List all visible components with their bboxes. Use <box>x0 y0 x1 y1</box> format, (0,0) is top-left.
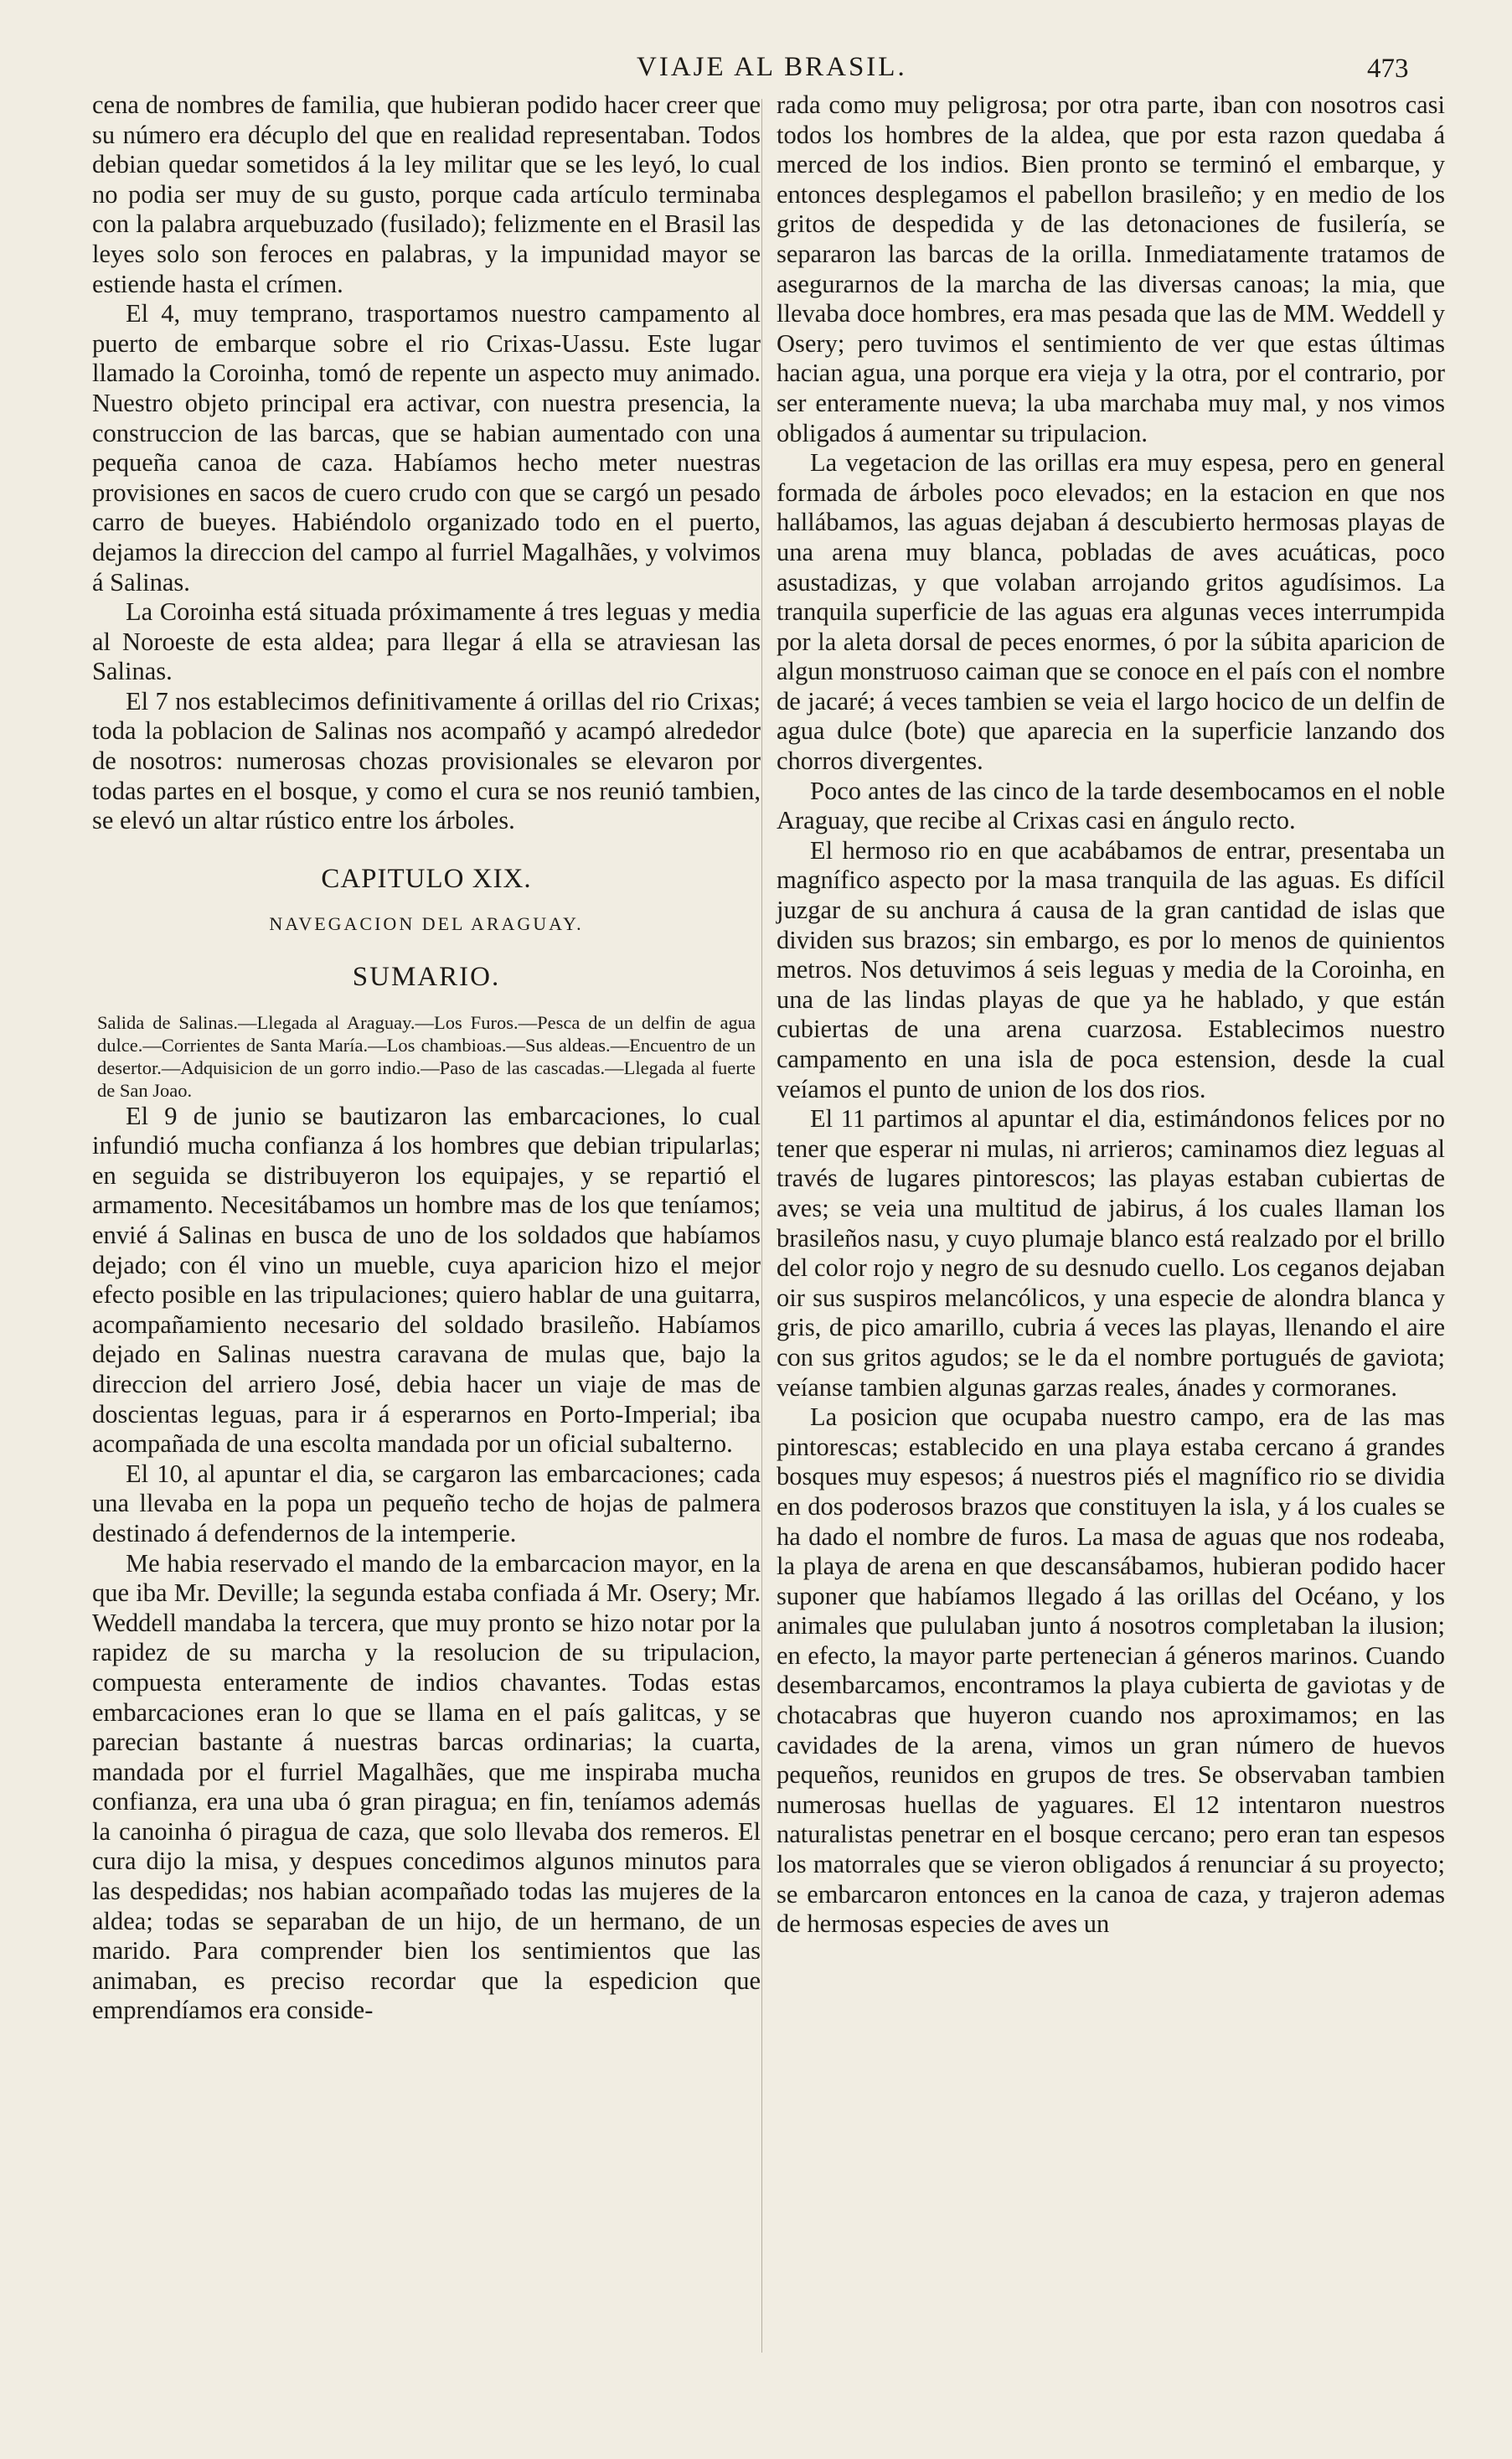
paragraph: cena de nombres de familia, que hubieran podido hacer creer que su número era décuplo del que en realidad representaban. Todos debian quedar sometidos á la ley militar que se les leyó, lo cual no podia ser muy de su gusto, porque cada artículo terminaba con la palabra arquebuzado (fusilado); felizmente en el Brasil las leyes solo son feroces en palabras, y la impunidad mayor se estiende hasta el crímen. <box>92 90 761 298</box>
paragraph: rada como muy peligrosa; por otra parte, iban con nosotros casi todos los hombres de la aldea, que por esta razon quedaba á merced de los indios. Bien pronto se terminó el embarque, y entonces desplegamos el pabellon brasileño; y en medio de los gritos de despedida y de las detonaciones de fusilería, se separaron las barcas de la orilla. Inmediatamente tratamos de asegurarnos de la marcha de las diversas canoas; la mia, que llevaba doce hombres, era mas pesada que las de MM. Weddell y Osery; pero tuvimos el sentimiento de ver que estas últimas hacian agua, una porque era vieja y la otra, por el contrario, por ser enteramente nueva; la uba marchaba muy mal, y nos vimos obligados á aumentar su tripulacion. <box>777 90 1445 447</box>
chapter-heading <box>92 865 761 993</box>
paragraph: El 9 de junio se bautizaron las embarcaciones, lo cual infundió mucha confianza á los hombres que debian tripularlas; en seguida se distribuyeron los equipajes, y se repartió el armamento. Necesitábamos un hombre mas de los que teníamos; envié á Salinas en busca de uno de los soldados que habíamos dejado; con él vino un mueble, cuya aparicion hizo el mejor efecto posible en las tripulaciones; quiero hablar de una guitarra, acompañamiento necesario del soldado brasileño. Habíamos dejado en Salinas nuestra caravana de mulas que, bajo la direccion del arriero José, debia hacer un viaje de mas de doscientas leguas, para ir á esperarnos en Porto-Imperial; iba acompañada de una escolta mandada por un oficial subalterno. <box>92 1101 761 1459</box>
paragraph: El 7 nos establecimos definitivamente á orillas del rio Crixas; toda la poblacion de Salinas nos acompañó y acampó alrededor de nosotros: numerosas chozas provisionales se elevaron por todas partes en el bosque, y como el cura se nos reunió tambien, se elevó un altar rústico entre los árboles. <box>92 686 761 835</box>
paragraph: El 4, muy temprano, trasportamos nuestro campamento al puerto de embarque sobre el rio Crixas-Uassu. Este lugar llamado la Coroinha, tomó de repente un aspecto muy animado. Nuestro objeto principal era activar, con nuestra presencia, la construccion de las barcas, que se habian aumentado con una pequeña canoa de caza. Habíamos hecho meter nuestras provisiones en sacos de cuero crudo con que se cargó un pesado carro de bueyes. Habiéndolo organizado todo en el puerto, dejamos la direccion del campo al furriel Magalhães, y volvimos á Salinas. <box>92 299 761 597</box>
paragraph: La vegetacion de las orillas era muy espesa, pero en general formada de árboles poco elevados; en la estacion en que nos hallábamos, las aguas dejaban á descubierto hermosas playas de una arena muy blanca, pobladas de aves acuáticas, poco asustadizas, y que volaban arrojando gritos agudísimos. La tranquila superficie de las aguas era algunas veces interrumpida por la aleta dorsal de peces enormes, ó por la súbita aparicion de algun monstruoso caiman que se conoce en el país con el nombre de jacaré; á veces tambien se veia el largo hocico de un delfin de agua dulce (bote) que aparecia en la superficie lanzando dos chorros divergentes. <box>777 448 1445 776</box>
running-head <box>0 52 1512 89</box>
running-title: VIAJE AL BRASIL. <box>637 52 907 82</box>
chapter-summary: Salida de Salinas.—Llegada al Araguay.—Los Furos.—Pesca de un delfin de agua dulce.—Corrientes de Santa María.—Los chambioas.—Sus aldeas.—Encuentro de un desertor.—Adquisicion de un gorro indio.—Paso de las cascadas.—Llegada al fuerte de San Joao. <box>97 1011 756 1101</box>
right-column <box>777 90 1445 1940</box>
summary-title: SUMARIO. <box>352 962 501 993</box>
paragraph: El 10, al apuntar el dia, se cargaron las embarcaciones; cada una llevaba en la popa un pequeño techo de hojas de palmera destinado á defendernos de la intemperie. <box>92 1459 761 1547</box>
paragraph: El hermoso rio en que acabábamos de entrar, presentaba un magnífico aspecto por la masa tranquila de las aguas. Es difícil juzgar de su anchura á causa de la gran cantidad de islas que dividen sus brazos; sin embargo, es por lo menos de quinientos metros. Nos detuvimos á seis leguas y media de la Coroinha, en una de las lindas playas de que ya he hablado, y que están cubiertas de una arena cuarzosa. Establecimos nuestro campamento en una isla de poca estension, desde la cual veíamos el punto de union de los dos rios. <box>777 835 1445 1103</box>
paragraph: Me habia reservado el mando de la embarcacion mayor, en la que iba Mr. Deville; la segunda estaba confiada á Mr. Osery; Mr. Weddell mandaba la tercera, que muy pronto se hizo notar por la rapidez de su marcha y la resolucion de su tripulacion, compuesta enteramente de indios chavantes. Todas estas embarcaciones eran lo que se llama en el país galitcas, y se parecian bastante á nuestras barcas ordinarias; la cuarta, mandada por el furriel Magalhães, que me inspiraba mucha confianza, era una uba ó gran piragua; en fin, teníamos además la canoinha ó piragua de caza, que solo llevaba dos remeros. El cura dijo la misa, y despues concedimos algunos minutos para las despedidas; nos habian acompañado todas las mujeres de la aldea; todas se separaban de un hijo, de un hermano, de un marido. Para comprender bien los sentimientos que las animaban, es preciso recordar que la espedicion que emprendíamos era conside- <box>92 1548 761 2025</box>
paragraph: La posicion que ocupaba nuestro campo, era de las mas pintorescas; establecido en una playa estaba cercano á grandes bosques muy espesos; á nuestros piés el magnífico rio se dividia en dos poderosos brazos que constituyen la isla, y á los cuales se ha dado el nombre de furos. La masa de aguas que nos rodeaba, la playa de arena en que descansábamos, hubieran podido hacer suponer que habíamos llegado á las orillas del Océano, y los animales que pululaban junto á nosotros completaban la ilusion; en efecto, la mayor parte pertenecian á géneros marinos. Cuando desembarcamos, encontramos la playa cubierta de gaviotas y de chotacabras que huyeron cuando nos aproximamos; en las cavidades de la arena, vimos un gran número de huevos pequeños, reunidos en grupos de tres. Se observaban tambien numerosas huellas de yaguares. El 12 intentaron nuestros naturalistas penetrar en el bosque cercano; pero eran tan espesos los matorrales que se vieron obligados á renunciar á su proyecto; se embarcaron entonces en la canoa de caza, y trajeron ademas de hermosas especies de aves un <box>777 1403 1445 1939</box>
chapter-title: CAPITULO XIX. <box>321 863 532 894</box>
paragraph: La Coroinha está situada próximamente á tres leguas y media al Noroeste de esta aldea; para llegar á ella se atraviesan las Salinas. <box>92 597 761 686</box>
chapter-subtitle: NAVEGACION DEL ARAGUAY. <box>269 913 584 935</box>
page-number: 473 <box>1367 54 1409 84</box>
column-divider <box>761 99 762 2353</box>
paragraph: Poco antes de las cinco de la tarde desembocamos en el noble Araguay, que recibe al Crixas casi en ángulo recto. <box>777 776 1445 835</box>
paragraph: El 11 partimos al apuntar el dia, estimándonos felices por no tener que esperar ni mulas, ni arrieros; caminamos diez leguas al través de lugares pintorescos; las playas estaban cubiertas de aves; se veia una multitud de jabirus, á los cuales llaman los brasileños nasu, y cuyo plumaje blanco está realzado por el brillo del color rojo y negro de su desnudo cuello. Los ceganos dejaban oir sus suspiros melancólicos, y una especie de alondra blanca y gris, de pico amarillo, cubria á veces las playas, llenando el aire con sus gritos agudos; se le da el nombre portugués de gaviota; veíanse tambien algunas garzas reales, ánades y cormoranes. <box>777 1104 1445 1402</box>
left-column <box>92 90 761 2026</box>
